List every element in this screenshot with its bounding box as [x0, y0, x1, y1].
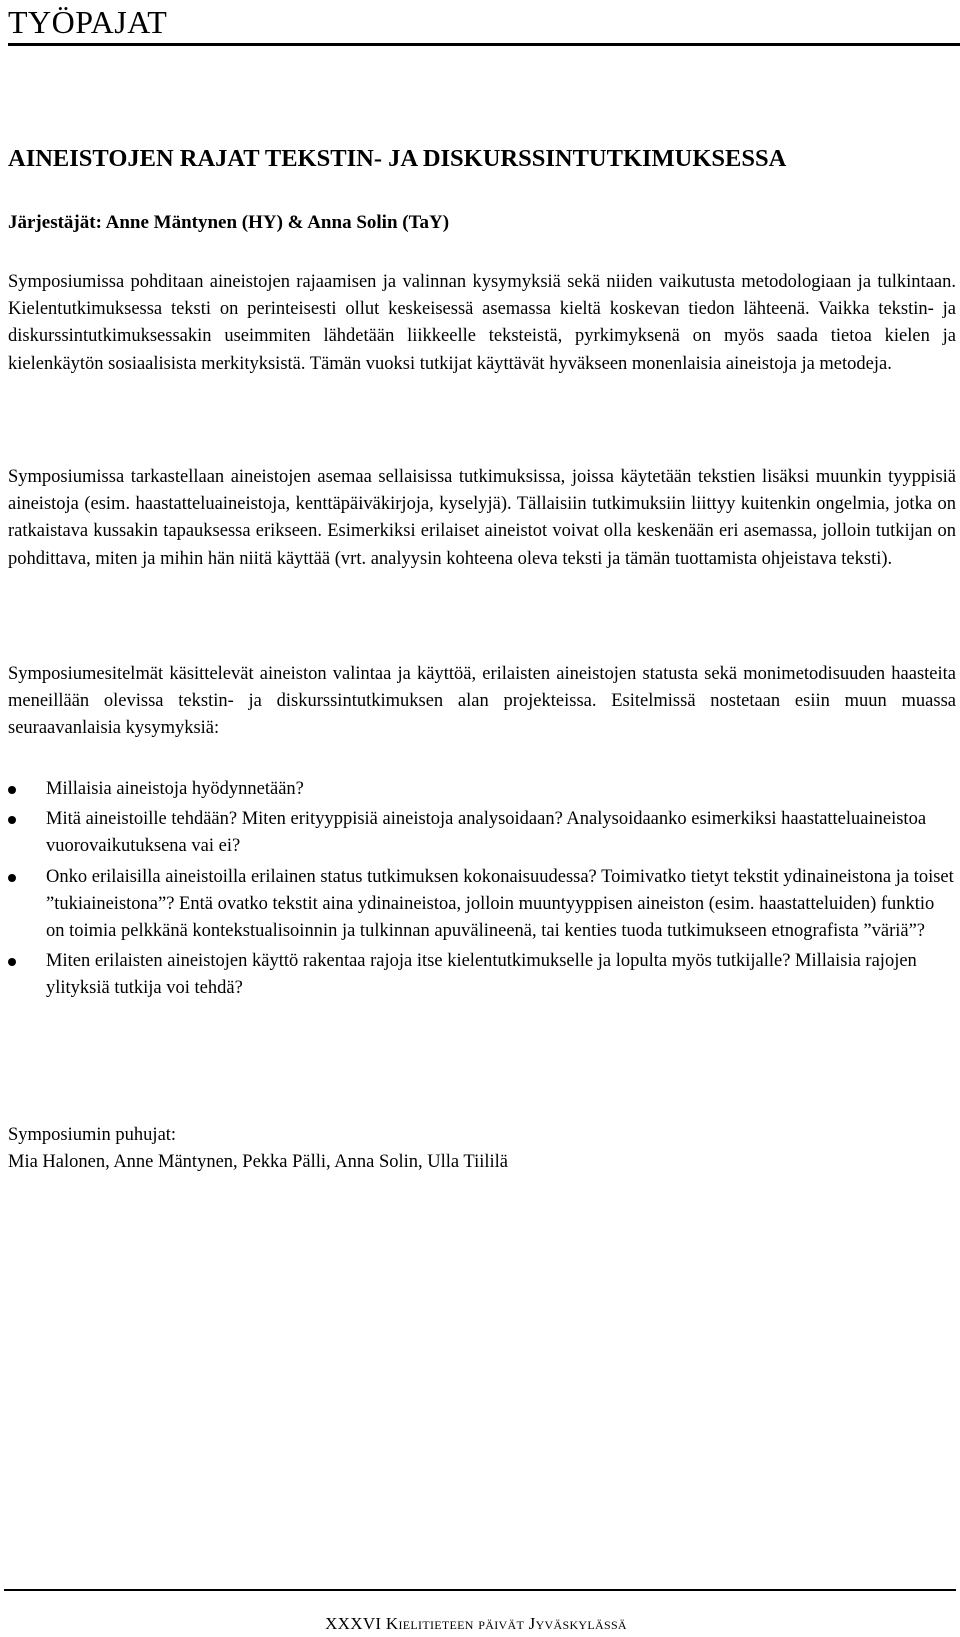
document-page: [8, 0, 956, 40]
question-text: Millaisia aineistoja hyödynnetään?: [46, 779, 304, 799]
organizers-line: Järjestäjät: Anne Mäntynen (HY) & Anna Solin (TaY): [8, 212, 450, 233]
header-rule: [8, 43, 960, 46]
list-item: [8, 864, 956, 946]
workshop-title: AINEISTOJEN RAJAT TEKSTIN- JA DISKURSSINTUTKIMUKSESSA: [8, 145, 787, 172]
list-item: [8, 806, 956, 860]
footer-label: XXXVI Kielitieteen päivät Jyväskylässä: [325, 1614, 627, 1633]
paragraph-2: Symposiumissa tarkastellaan aineistojen asemaa sellaisissa tutkimuksissa, joissa käytetään tekstien lisäksi muunkin tyyppisiä aineistoja (esim. haastatteluaineistoja, kenttäpäiväkirjoja, kyselyjä). Tällaisiin tutkimuksiin liittyy kuitenkin ongelmia, jotka on ratkaistava kussakin tapauksessa erikseen. Esimerkiksi erilaiset aineistot voivat olla keskenään eri asemassa, jolloin tutkijan on pohdittava, miten ja mihin hän niitä käyttää (vrt. analyysin kohteena oleva teksti ja tämän tuottamista ohjeistava teksti).: [8, 467, 956, 569]
bullet-icon: [8, 958, 16, 966]
speakers-block: [8, 1122, 508, 1176]
list-item: [8, 776, 956, 803]
list-item: [8, 948, 956, 1002]
footer-text: [0, 1614, 952, 1634]
speakers-names: Mia Halonen, Anne Mäntynen, Pekka Pälli, Anna Solin, Ulla Tiililä: [8, 1152, 508, 1173]
question-text: Onko erilaisilla aineistoilla erilainen status tutkimuksen kokonaisuudessa? Toimivatko tietyt tekstit ydinaineistona ja toiset ”tukiaineistona”? Entä ovatko tekstit aina ydinaineistoa, jolloin muuntyyppisen aineiston (esim. haastatteluiden) funktio on toimia pelkkänä kontekstualisoinnin ja tulkinnan apuvälineenä, tai kenties tuoda tutkimukseen etnografista ”väriä”?: [46, 866, 954, 942]
speakers-label: Symposiumin puhujat:: [8, 1125, 177, 1145]
section-title: TYÖPAJAT: [8, 4, 168, 40]
bullet-icon: [8, 816, 16, 824]
bullet-icon: [8, 874, 16, 882]
footer-rule: [4, 1589, 956, 1591]
question-list: [8, 776, 956, 1006]
paragraph-3: Symposiumesitelmät käsittelevät aineiston valintaa ja käyttöä, erilaisten aineistojen statusta sekä monimetodisuuden haasteita meneillään olevissa tekstin- ja diskurssintutkimuksen alan projekteissa. Esitelmissä nostetaan esiin muun muassa seuraavanlaisia kysymyksiä:: [8, 664, 956, 739]
paragraph-1: Symposiumissa pohditaan aineistojen rajaamisen ja valinnan kysymyksiä sekä niiden vaikutusta metodologiaan ja tulkintaan. Kielentutkimuksessa teksti on perinteisesti ollut keskeisessä asemassa kieltä koskevan tiedon lähteenä. Vaikka tekstin- ja diskurssintutkimuksessakin useimmiten lähdetään liikkeelle teksteistä, pyrkimyksenä on myös saada tietoa kielen ja kielenkäytön sosiaalisista merkityksistä. Tämän vuoksi tutkijat käyttävät hyväkseen monenlaisia aineistoja ja metodeja.: [8, 272, 956, 374]
question-text: Mitä aineistoille tehdään? Miten erityyppisiä aineistoja analysoidaan? Analysoidaanko esimerkiksi haastatteluaineistoa vuorovaikutuksena vai ei?: [46, 809, 927, 857]
question-text: Miten erilaisten aineistojen käyttö rakentaa rajoja itse kielentutkimukselle ja lopulta myös tutkijalle? Millaisia rajojen ylityksiä tutkija voi tehdä?: [46, 951, 917, 999]
bullet-icon: [8, 786, 16, 794]
